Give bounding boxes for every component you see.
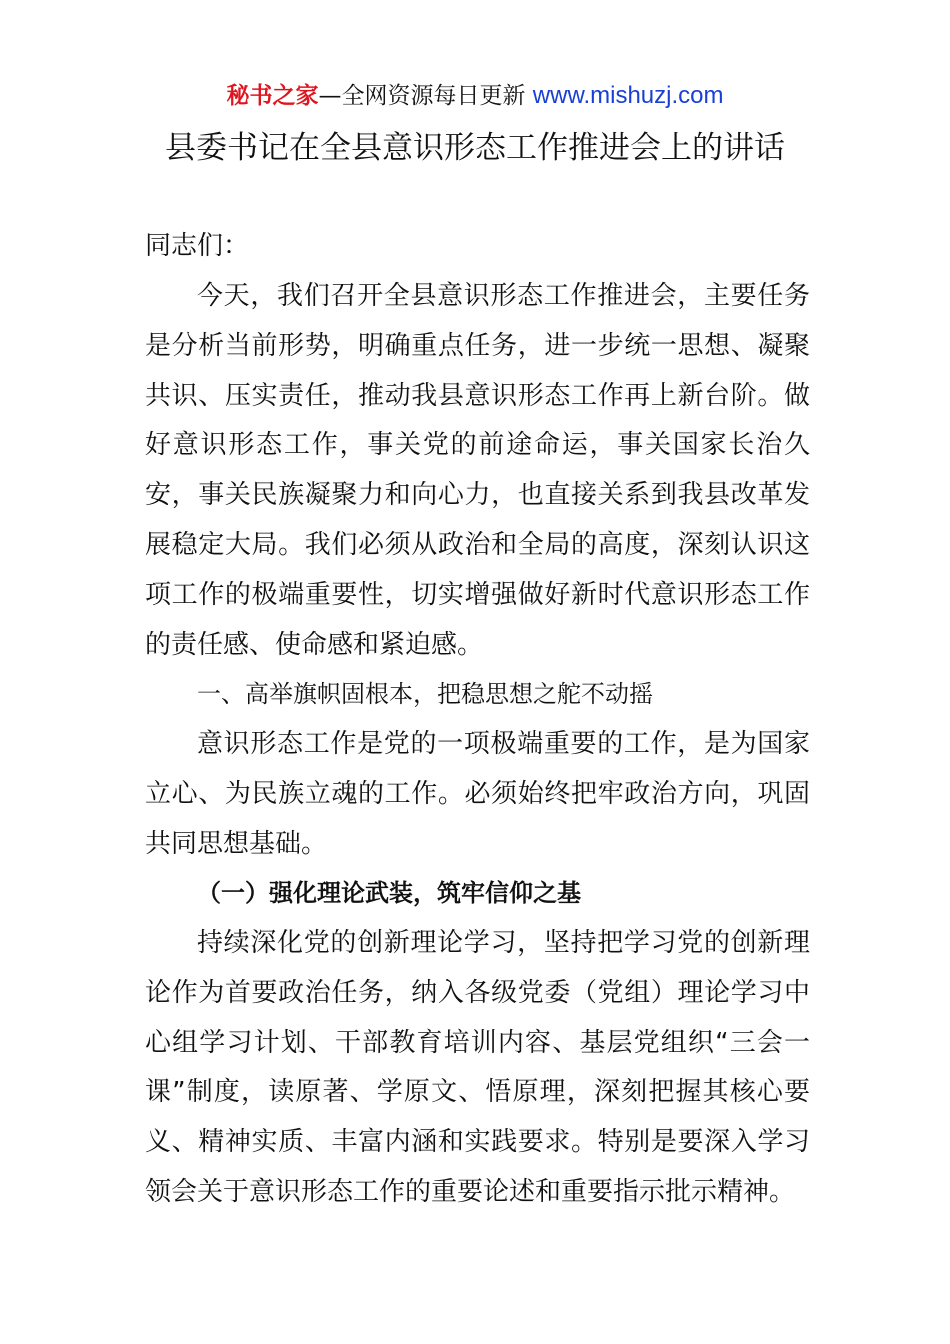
salutation-text: 同志们： <box>145 231 250 261</box>
document-title: 县委书记在全县意识形态工作推进会上的讲话 <box>165 130 785 166</box>
subsection-paragraph-text: 持续深化党的创新理论学习，坚持把学习党的创新理论作为首要政治任务，纳入各级党委（党组）理论学习中心组学习计划、干部教育培训内容、基层党组织“三会一课”制度，读原著、学原文、悟原理，深刻把握其核心要义、精神实质、丰富内涵和实践要求。特别是要深入学习领会关于意识形态工作的重要论述和重要指示批示精神。 <box>145 928 810 1207</box>
subsection-heading <box>145 869 810 919</box>
section-heading-text: 一、高举旗帜固根本，把稳思想之舵不动摇 <box>197 680 653 708</box>
intro-paragraph-text: 今天，我们召开全县意识形态工作推进会，主要任务是分析当前形势，明确重点任务，进一步统一思想、凝聚共识、压实责任，推动我县意识形态工作再上新台阶。做好意识形态工作，事关党的前途命运，事关国家长治久安，事关民族凝聚力和向心力，也直接关系到我县改革发展稳定大局。我们必须从政治和全局的高度，深刻认识这项工作的极端重要性，切实增强做好新时代意识形态工作的责任感、使命感和紧迫感。 <box>145 281 810 660</box>
salutation <box>145 222 810 272</box>
site-banner <box>0 80 950 112</box>
subsection-paragraph <box>145 919 810 1218</box>
intro-paragraph <box>145 272 810 670</box>
banner-slogan: —全网资源每日更新 <box>318 83 533 109</box>
banner-url[interactable]: www.mishuzj.com <box>532 82 724 109</box>
section-paragraph <box>145 720 810 869</box>
section-heading <box>145 670 810 720</box>
subsection-heading-text: （一）强化理论武装，筑牢信仰之基 <box>197 879 581 907</box>
brand-name: 秘书之家 <box>226 83 319 109</box>
section-paragraph-text: 意识形态工作是党的一项极端重要的工作，是为国家立心、为民族立魂的工作。必须始终把牢政治方向，巩固共同思想基础。 <box>145 729 810 859</box>
